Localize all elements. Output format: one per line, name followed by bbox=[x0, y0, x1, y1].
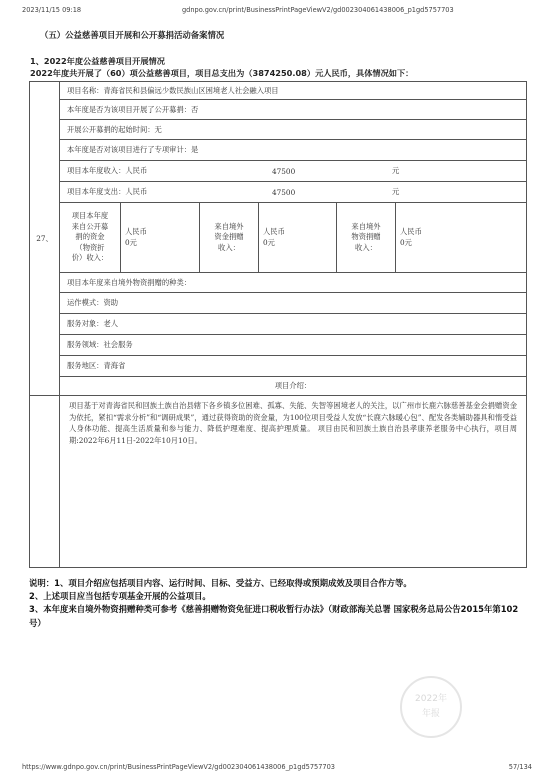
breakdown-foreign-funds-label: 来自境外 资金捐赠 收入： bbox=[200, 203, 259, 272]
project-name: 项目名称：青海省民和县偏远少数民族山区困境老人社会融入项目 bbox=[60, 82, 527, 100]
footer-url[interactable]: https://www.gdnpo.gov.cn/print/BusinessPrintPageViewV2/gd002304061438006_p1gd5757703 bbox=[22, 763, 335, 771]
expense-unit: 元 bbox=[392, 187, 400, 196]
subsection-summary: 2022年度共开展了（60）项公益慈善项目，项目总支出为（3874250.08）元人民币，具体情况如下： bbox=[30, 68, 414, 78]
income-unit: 元 bbox=[392, 166, 400, 175]
breakdown-public-label: 项目本年度 来自公开募 捐的资金 （物资折 价）收入： bbox=[71, 211, 109, 263]
income-breakdown-row bbox=[60, 203, 527, 273]
fundraising-start-time: 开展公开募捐的起始时间：无 bbox=[60, 120, 527, 140]
project-table bbox=[29, 81, 527, 568]
breakdown-foreign-goods-value: 人民币 0元 bbox=[396, 203, 527, 272]
stamp-text: 2022年 年报 bbox=[415, 694, 447, 719]
page-number: 57/134 bbox=[508, 763, 532, 771]
breakdown-public-value: 人民币 0元 bbox=[121, 203, 200, 272]
expense-label: 项目本年度支出：人民币 bbox=[67, 187, 148, 196]
note-1: 说明：1、项目介绍应包括项目内容、运行时间、目标、受益方、已经取得或预期成效及项目合作方等。 bbox=[29, 578, 412, 588]
expense-row bbox=[60, 182, 527, 203]
foreign-goods-type: 项目本年度来自境外物资捐赠的种类： bbox=[60, 273, 527, 293]
note-2: 2、上述项目应当包括专项基金开展的公益项目。 bbox=[29, 591, 211, 602]
header-url: gdnpo.gov.cn/print/BusinessPrintPageViewV2/gd002304061438006_p1gd5757703 bbox=[182, 6, 454, 14]
service-region: 服务地区：青海省 bbox=[60, 356, 527, 377]
breakdown-foreign-goods-label: 来自境外 物资捐赠 收入： bbox=[337, 203, 396, 272]
service-field: 服务领域：社会服务 bbox=[60, 335, 527, 356]
project-index: 27、 bbox=[30, 82, 60, 396]
notes bbox=[29, 577, 529, 630]
service-target: 服务对象：老人 bbox=[60, 314, 527, 335]
annual-report-stamp bbox=[400, 676, 462, 738]
expense-amount: 47500 bbox=[272, 187, 296, 197]
operation-mode: 运作模式：资助 bbox=[60, 293, 527, 314]
income-label: 项目本年度收入：人民币 bbox=[67, 166, 148, 175]
subsection-heading: 1、2022年度公益慈善项目开展情况 bbox=[30, 56, 165, 66]
section-title: （五）公益慈善项目开展和公开募捐活动备案情况 bbox=[40, 30, 225, 40]
income-row bbox=[60, 161, 527, 182]
project-intro-text: 项目基于对青海省民和回族土族自治县辖下各乡镇多位困难、孤寡、失能、失智等困境老人的关注，以广州市长鹿六脉慈善基金会捐赠资金为依托，紧扣“需求分析”和“调研成果”，通过获得资助的资金量，为100位项目受益人发放“长鹿六脉暖心包”、配发各类辅助器具和惰受益人身体功能、提高生活质量和参与能力、降低护理难度、提高护理质量。 项目由民和回族土族自治县孝康养老服务中心执行，项目周期:2022年6月11日-2022年10月10日。 bbox=[60, 396, 527, 568]
project-intro-title: 项目介绍： bbox=[60, 377, 527, 396]
note-3: 3、本年度来自境外物资捐赠种类可参考《慈善捐赠物资免征进口税收暂行办法》（财政部海关总署 国家税务总局公告2015年第102号） bbox=[29, 604, 519, 628]
income-amount: 47500 bbox=[272, 166, 296, 176]
public-fundraising: 本年度是否为该项目开展了公开募捐：否 bbox=[60, 100, 527, 120]
breakdown-foreign-funds-value: 人民币 0元 bbox=[259, 203, 337, 272]
header-datetime: 2023/11/15 09:18 bbox=[22, 6, 82, 14]
special-audit: 本年度是否对该项目进行了专项审计：是 bbox=[60, 140, 527, 161]
